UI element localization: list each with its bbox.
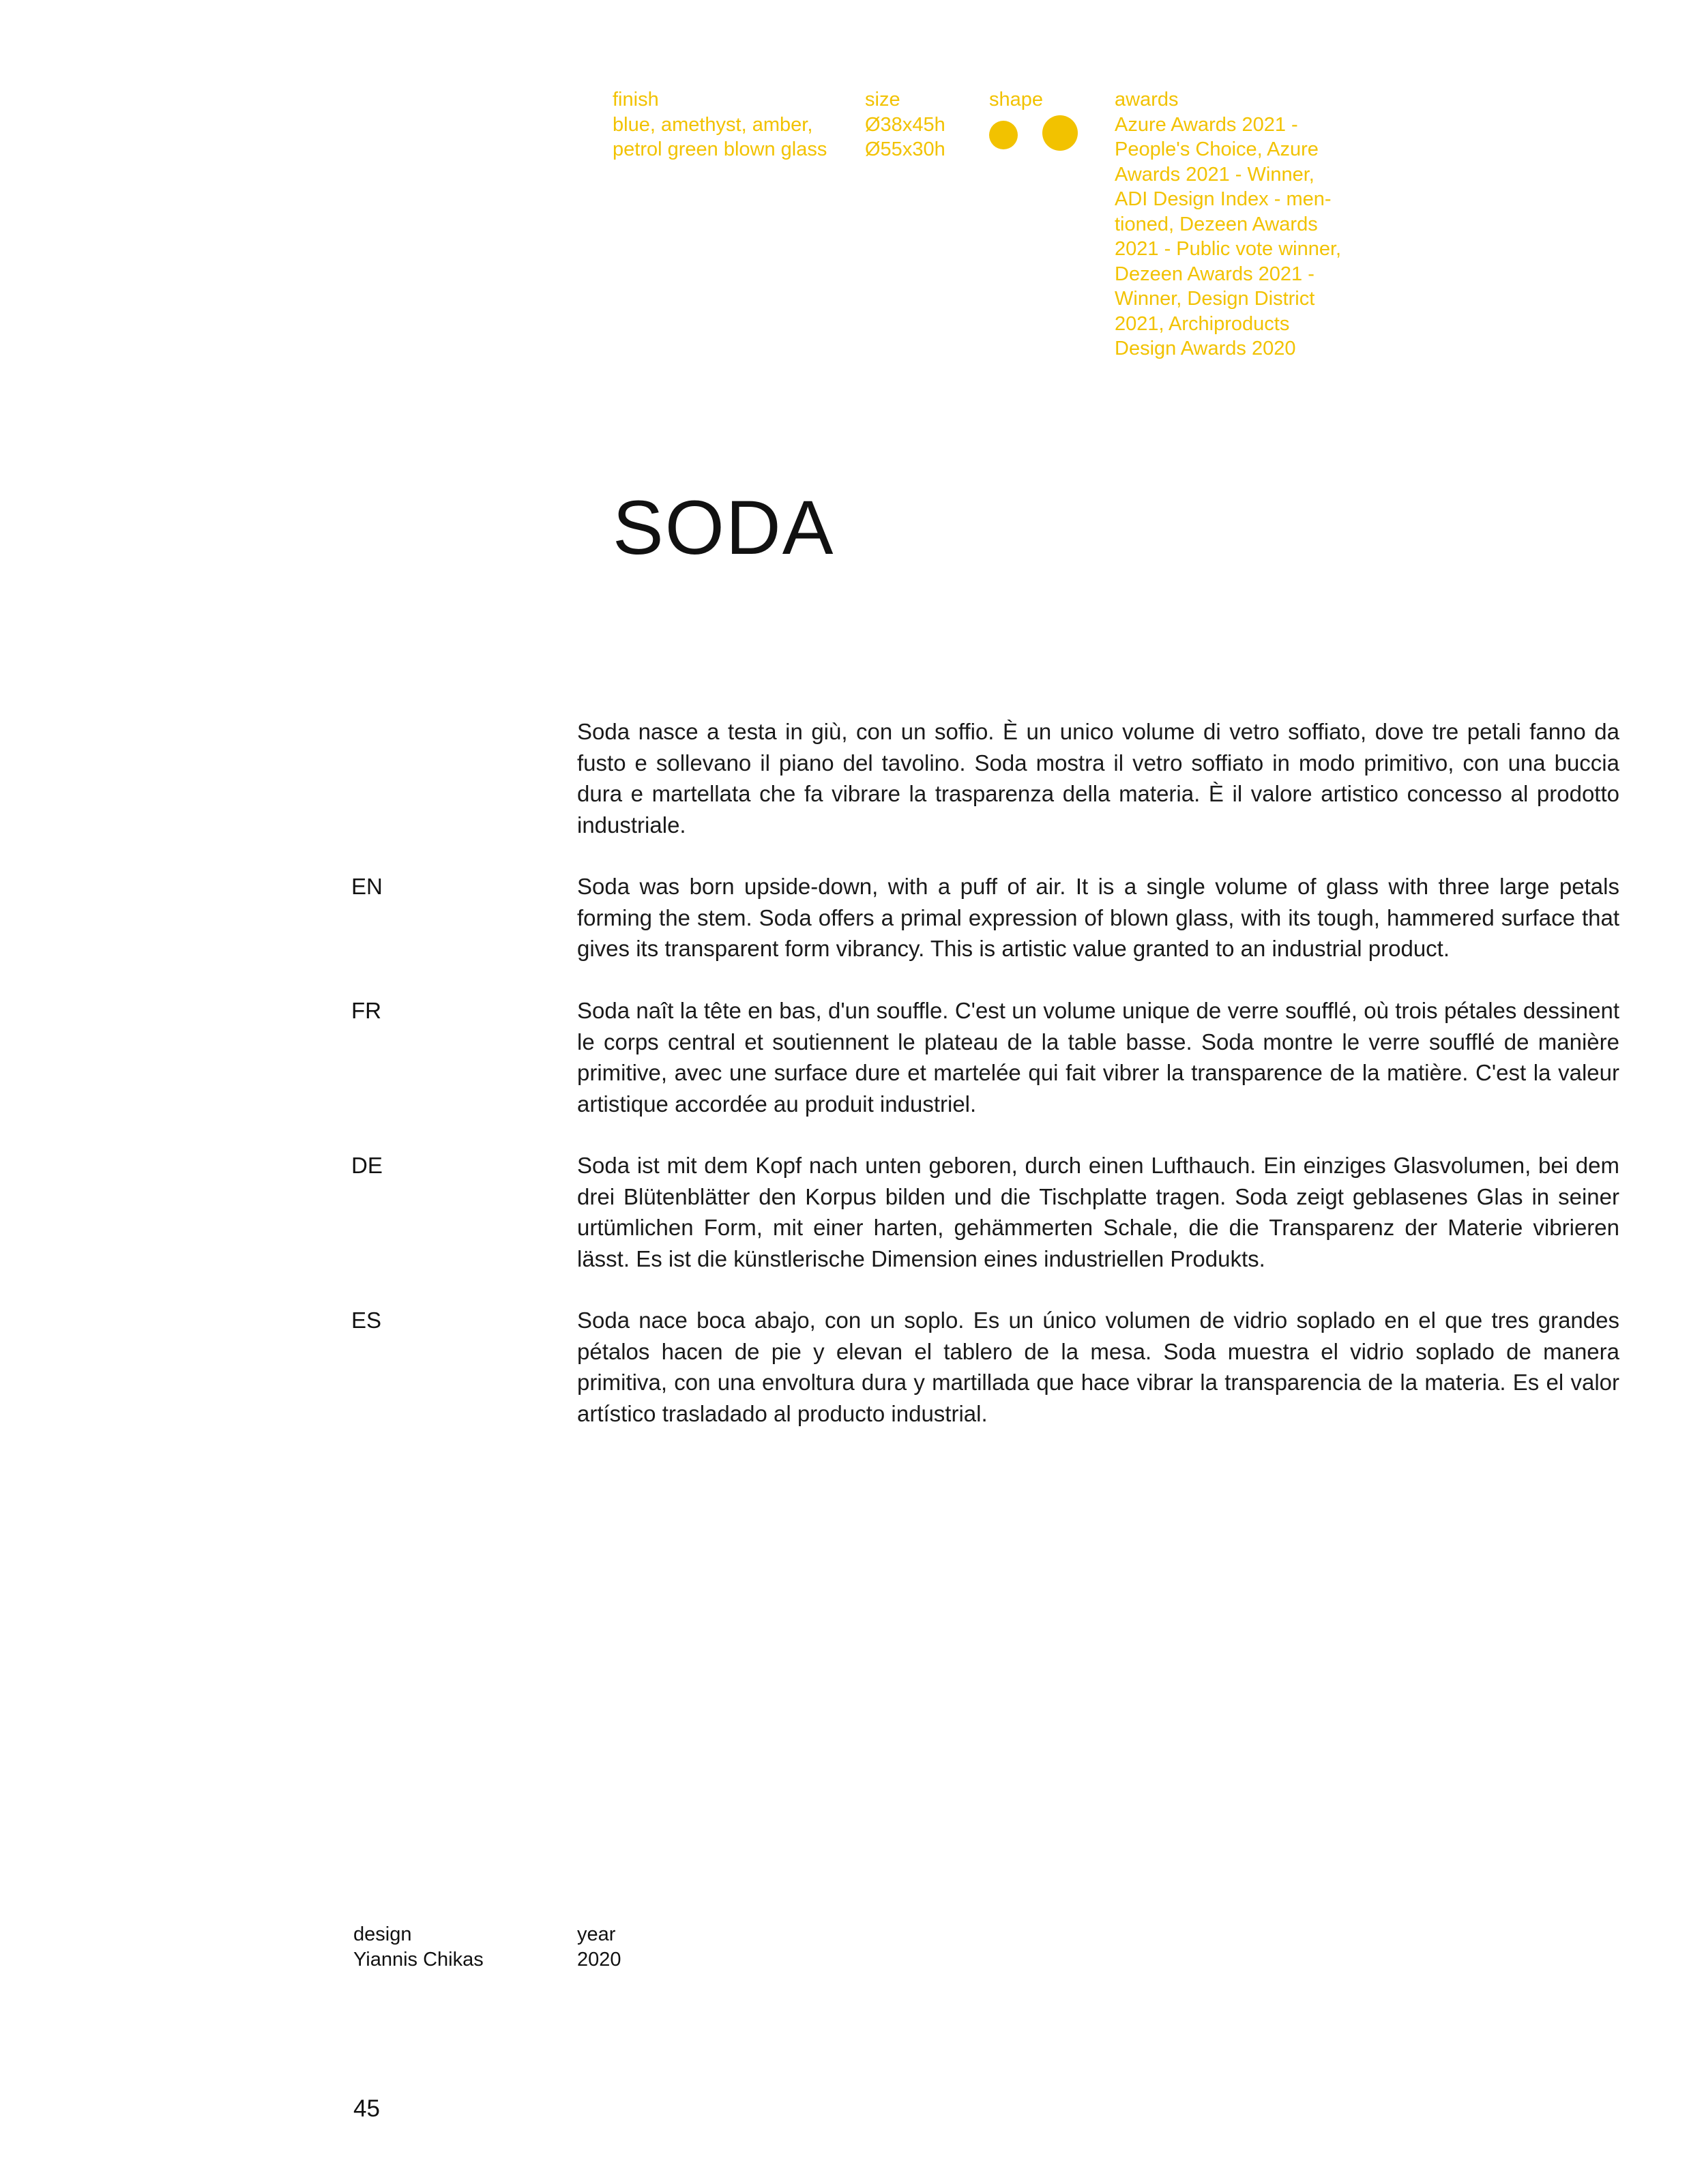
- spec-size-line: Ø38x45h: [865, 113, 945, 136]
- description-en: Soda was born upside-down, with a puff of air. It is a single volume of glass with three large petals forming the stem. Soda offers a primal expression of blown glass, with its tough, hammered surface that gives its transparent form vibrancy. This is artistic value granted to an industrial product.: [577, 874, 1619, 961]
- credit-year-value: 2020: [577, 1948, 621, 1971]
- credit-design: [353, 1922, 484, 1972]
- description-fr: Soda naît la tête en bas, d'un souffle. C'est un volume unique de verre soufflé, où trois pétales dessinent le corps central et soutiennent le plateau de la table basse. Soda montre le verre soufflé de manière primitive, avec une surface dure et martelée qui fait vibrer la transparence de la matière. C'est la valeur artistique accordée au produit industriel.: [577, 998, 1619, 1117]
- small-circle-icon: [989, 121, 1018, 149]
- credit-design-value: Yiannis Chikas: [353, 1948, 484, 1971]
- credit-year-label: year: [577, 1923, 616, 1945]
- spec-size-label: size: [865, 89, 900, 110]
- language-label-fr: FR: [351, 998, 381, 1023]
- award-line: 2021, Archiproducts: [1115, 312, 1290, 335]
- award-line: ADI Design Index - men-: [1115, 188, 1332, 210]
- credit-year: [577, 1922, 621, 1972]
- spec-finish-line: petrol green blown glass: [613, 138, 827, 160]
- spec-finish: [613, 87, 858, 162]
- spec-size: [865, 87, 974, 162]
- description-de: Soda ist mit dem Kopf nach unten geboren, durch einen Lufthauch. Ein einziges Glasvolumen, bei dem drei Blütenblätter den Korpus bilden und die Tischplatte tragen. Soda zeigt geblasenes Glas in seiner urtümlichen Form, mit einer harten, gehämmerten Schale, die die Transparenz der Materie vibrieren lässt. Es ist die künstlerische Dimension eines industriellen Produkts.: [577, 1153, 1619, 1271]
- description-it: Soda nasce a testa in giù, con un soffio. È un unico volume di vetro soffiato, dove tre petali fanno da fusto e sollevano il piano del tavolino. Soda mostra il vetro soffiato in modo primitivo, con una buccia dura e martellata che fa vibrare la trasparenza della materia. È il valore artistico concesso al prodotto industriale.: [577, 719, 1619, 838]
- spec-finish-label: finish: [613, 89, 659, 110]
- spec-awards: [1115, 87, 1360, 361]
- language-label-en: EN: [351, 874, 383, 899]
- page-title: SODA: [613, 485, 835, 570]
- spec-size-line: Ø55x30h: [865, 138, 945, 160]
- award-line: People's Choice, Azure: [1115, 138, 1319, 160]
- spec-shape: [989, 87, 1098, 156]
- page-number: 45: [353, 2095, 380, 2122]
- description-es: Soda nace boca abajo, con un soplo. Es un único volumen de vidrio soplado en el que tres grandes pétalos hacen de pie y elevan el tablero de la mesa. Soda muestra el vidrio soplado de manera primitiva, con una envoltura dura y martillada que hace vibrar la transparencia de la materia. Es el valor artístico trasladado al producto industrial.: [577, 1308, 1619, 1426]
- award-line: tioned, Dezeen Awards: [1115, 213, 1318, 235]
- award-line: Awards 2021 - Winner,: [1115, 163, 1314, 186]
- spec-awards-label: awards: [1115, 89, 1179, 110]
- large-circle-icon: [1042, 115, 1078, 151]
- award-line: Design Awards 2020: [1115, 338, 1296, 359]
- award-line: Dezeen Awards 2021 -: [1115, 263, 1314, 285]
- credit-design-label: design: [353, 1923, 412, 1945]
- language-label-es: ES: [351, 1308, 382, 1333]
- spec-shape-label: shape: [989, 89, 1044, 110]
- language-label-de: DE: [351, 1153, 383, 1178]
- award-line: Azure Awards 2021 -: [1115, 113, 1298, 136]
- shape-icons: [989, 115, 1098, 156]
- award-line: 2021 - Public vote winner,: [1115, 238, 1342, 260]
- award-line: Winner, Design District: [1115, 288, 1315, 310]
- spec-finish-line: blue, amethyst, amber,: [613, 113, 813, 136]
